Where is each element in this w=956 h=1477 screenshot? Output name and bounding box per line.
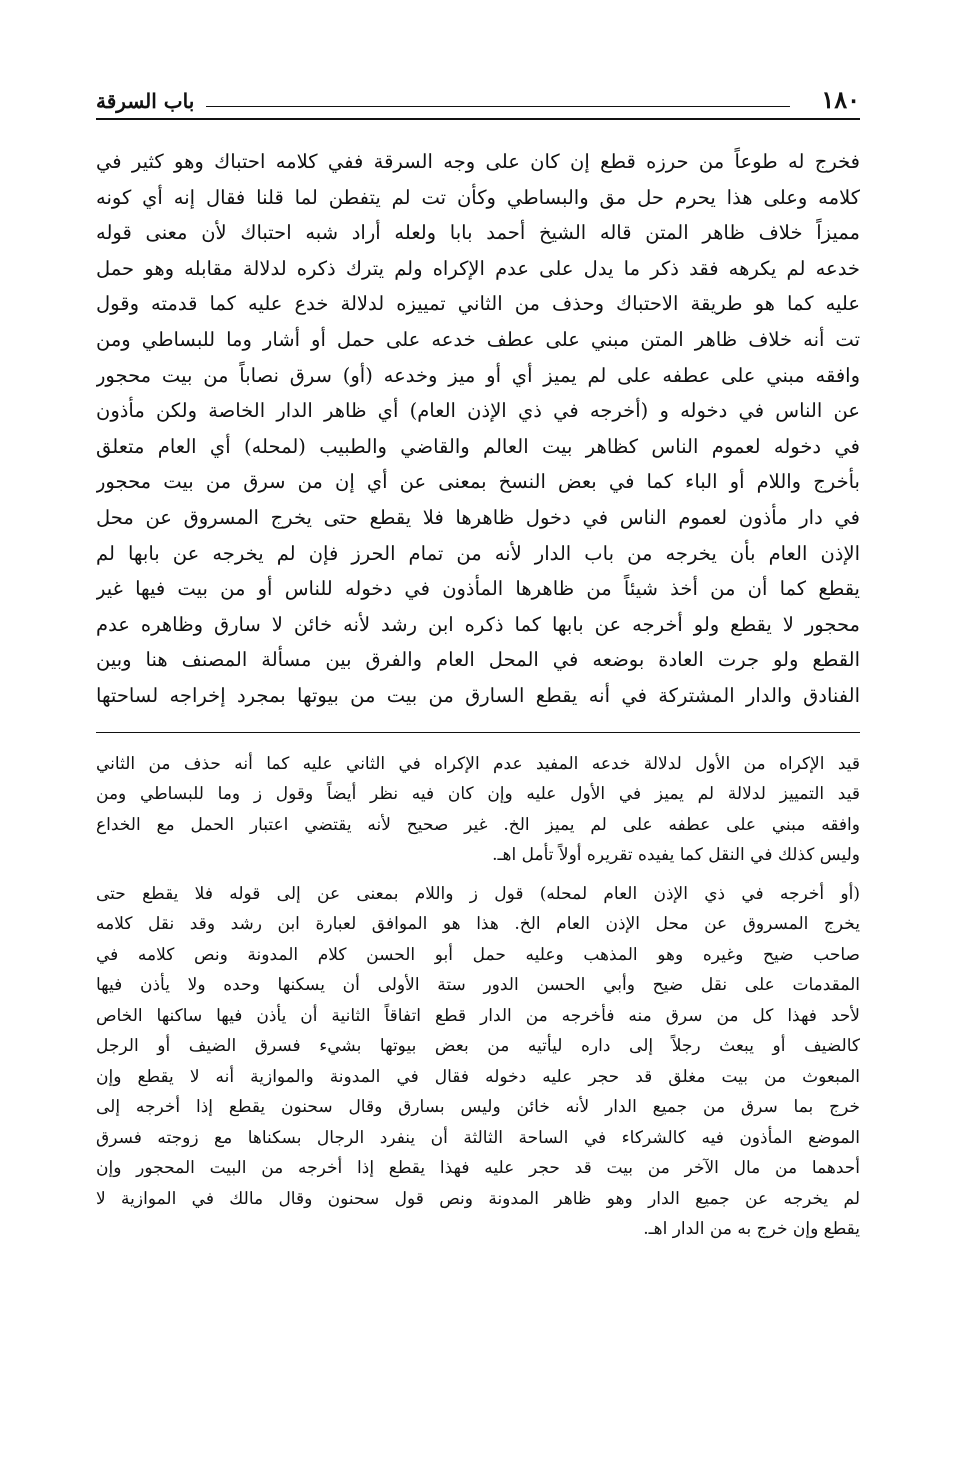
header-rule [96, 118, 860, 120]
main-line: الإذن العام بأن يخرجه من باب الدار لأنه من تمام الحرز فإن لم يخرجه عن بابها لم [96, 541, 860, 565]
footnote-line: قيد التمييز لدلالة لم يميز في الأول عليه وإن كان فيه نظر أيضاً وقول ز وما للبساطي ومن [96, 784, 860, 804]
footnote-block-2 [96, 879, 860, 1245]
footnote-line: قيد الإكراه من الأول لدلالة خدعه المفيد عدم الإكراه في الثاني عليه كما أنه حذف من الثاني [96, 753, 860, 774]
footnote-line: (أو أخرجه في ذي الإذن العام لمحله) قول ز واللام بمعنى عن إلى قوله فلا يقطع حتى [96, 883, 860, 904]
footnote-block-1 [96, 749, 860, 871]
footnote-line: صاحب ضيح وغيره وهو المذهب وعليه حمل أبو الحسن كلام المدونة ونص كلامه في [96, 944, 860, 965]
footnote-line: المبعوث من بيت مغلق قد حجر عليه دخوله فقال في المدونة والموازية أنه لا يقطع وإن [96, 1066, 860, 1087]
chapter-title: باب السرقة [96, 89, 195, 113]
main-line: في دار مأذون لعموم الناس في دخول ظاهرها فلا يقطع حتى يخرج المسروق عن محل [96, 505, 860, 529]
main-line: في دخوله لعموم الناس كظاهر بيت العالم والقاضي والطبيب (لمحله) أي العام متعلق [96, 434, 860, 458]
footnote-line: وليس كذلك في النقل كما يفيده تقريره أولاً تأمل اهـ. [492, 845, 860, 865]
footnote-line: الموضع المأذون فيه كالشركاء في الساحة الثالثة أن ينفرد الرجال بسكناها مع زوجته فسرق [96, 1127, 860, 1148]
main-text [96, 144, 860, 714]
main-line: عن الناس في دخوله و (أخرجه في ذي الإذن العام) أي ظاهر الدار الخاصة ولكن مأذون [96, 399, 860, 423]
header-divider [206, 106, 790, 107]
main-line: بأخرج واللام أو الباء كما في بعض النسخ بمعنى عن أي إن من سرق من بيت محجور [96, 470, 860, 494]
main-line: عليه كما هو طريقة الاحتباك وحذف من الثاني تمييزه لدلالة خدع عليه كما قدمته وقول [96, 292, 860, 316]
footnote-line: يقطع وإن خرج به من الدار اهـ. [643, 1219, 860, 1239]
main-line: القطع ولو جرت العادة بوضعه في المحل العام والفرق بين مسألة المصنف هنا وبين [96, 648, 860, 672]
footnote-line: وافقه مبني على عطفه على لم يميز الخ. غير صحيح لأنه يقتضي اعتبار الحمل مع الخداع [96, 814, 860, 835]
footnote-line: خرج بما سرق من جميع الدار لأنه خائن وليس بسارق وقال سحنون يقطع إذا أخرجه إلى [96, 1097, 860, 1117]
footnote-line: لأحد فهذا كل من سرق منه فأخرجه من الدار قطع اتفاقاً الثانية أن يأذن فيها ساكنها الخاص [96, 1005, 860, 1026]
footnote-separator [96, 732, 860, 733]
main-line: مميزاً خلاف ظاهر المتن قاله الشيخ أحمد بابا ولعله أراد شبه احتباك لأن معنى قوله [96, 221, 860, 245]
main-line: خدعه لم يكرهه فقد ذكر ما يدل على عدم الإكراه ولم يترك ذكره لدلالة مقابله وهو حمل [96, 256, 860, 280]
main-line: تت أنه خلاف ظاهر المتن مبني على عطف خدعه على حمل أو أشار وما للبساطي ومن [96, 327, 860, 351]
main-line: الفنادق والدار المشتركة في أنه يقطع السارق من بيت من بيوتها بمجرد إخراجه لساحتها [96, 683, 860, 707]
main-line: يقطع كما أن من أخذ شيئاً من ظاهرها المأذون في دخوله للناس أو من بيت فيها غير [96, 577, 860, 601]
page-number: ١٨٠ [821, 85, 860, 114]
book-page [96, 84, 860, 1404]
page-header [96, 84, 860, 118]
footnotes [96, 749, 860, 1245]
main-line: محجور لا يقطع ولو أخرجه عن بابها كما ذكره ابن رشد لأنه خائن لا سارق وظاهره عدم [96, 612, 860, 636]
main-line: وافقه مبني على عطفه على لم يميز أي أو ميز وخدعه (أو) سرق نصاباً من بيت محجور [96, 363, 860, 387]
footnote-line: المقدمات على نقل ضيح وأبي الحسن الدور ستة الأولى أن يسكنها وحده ولا يأذن فيها [96, 975, 860, 995]
footnote-line: يخرج المسروق عن محل الإذن العام الخ. هذا هو الموافق لعبارة ابن رشد وقد نقل كلامه [96, 914, 860, 934]
footnote-line: أحدهما من مال الآخر من بيت قد حجر عليه فهذا يقطع إذا أخرجه من البيت المحجور وإن [96, 1158, 860, 1178]
main-line: فخرج له طوعاً من حرزه قطع إن كان على وجه السرقة ففي كلامه احتباك وهو كثير في [96, 150, 860, 173]
footnote-line: كالضيف أو يبعث رجلاً إلى داره ليأتيه من بعض بيوتها بشيء فسرق الضيف أو الرجل [96, 1036, 860, 1056]
main-line: كلامه وعلى هذا يحرم حل مق والبساطي وكأن تت لم يتفطن لما قلنا فقال إنه أي كونه [96, 185, 860, 209]
footnote-line: لم يخرجه عن جميع الدار وهو ظاهر المدونة ونص قول سحنون وقال مالك في الموازية لا [96, 1188, 860, 1209]
